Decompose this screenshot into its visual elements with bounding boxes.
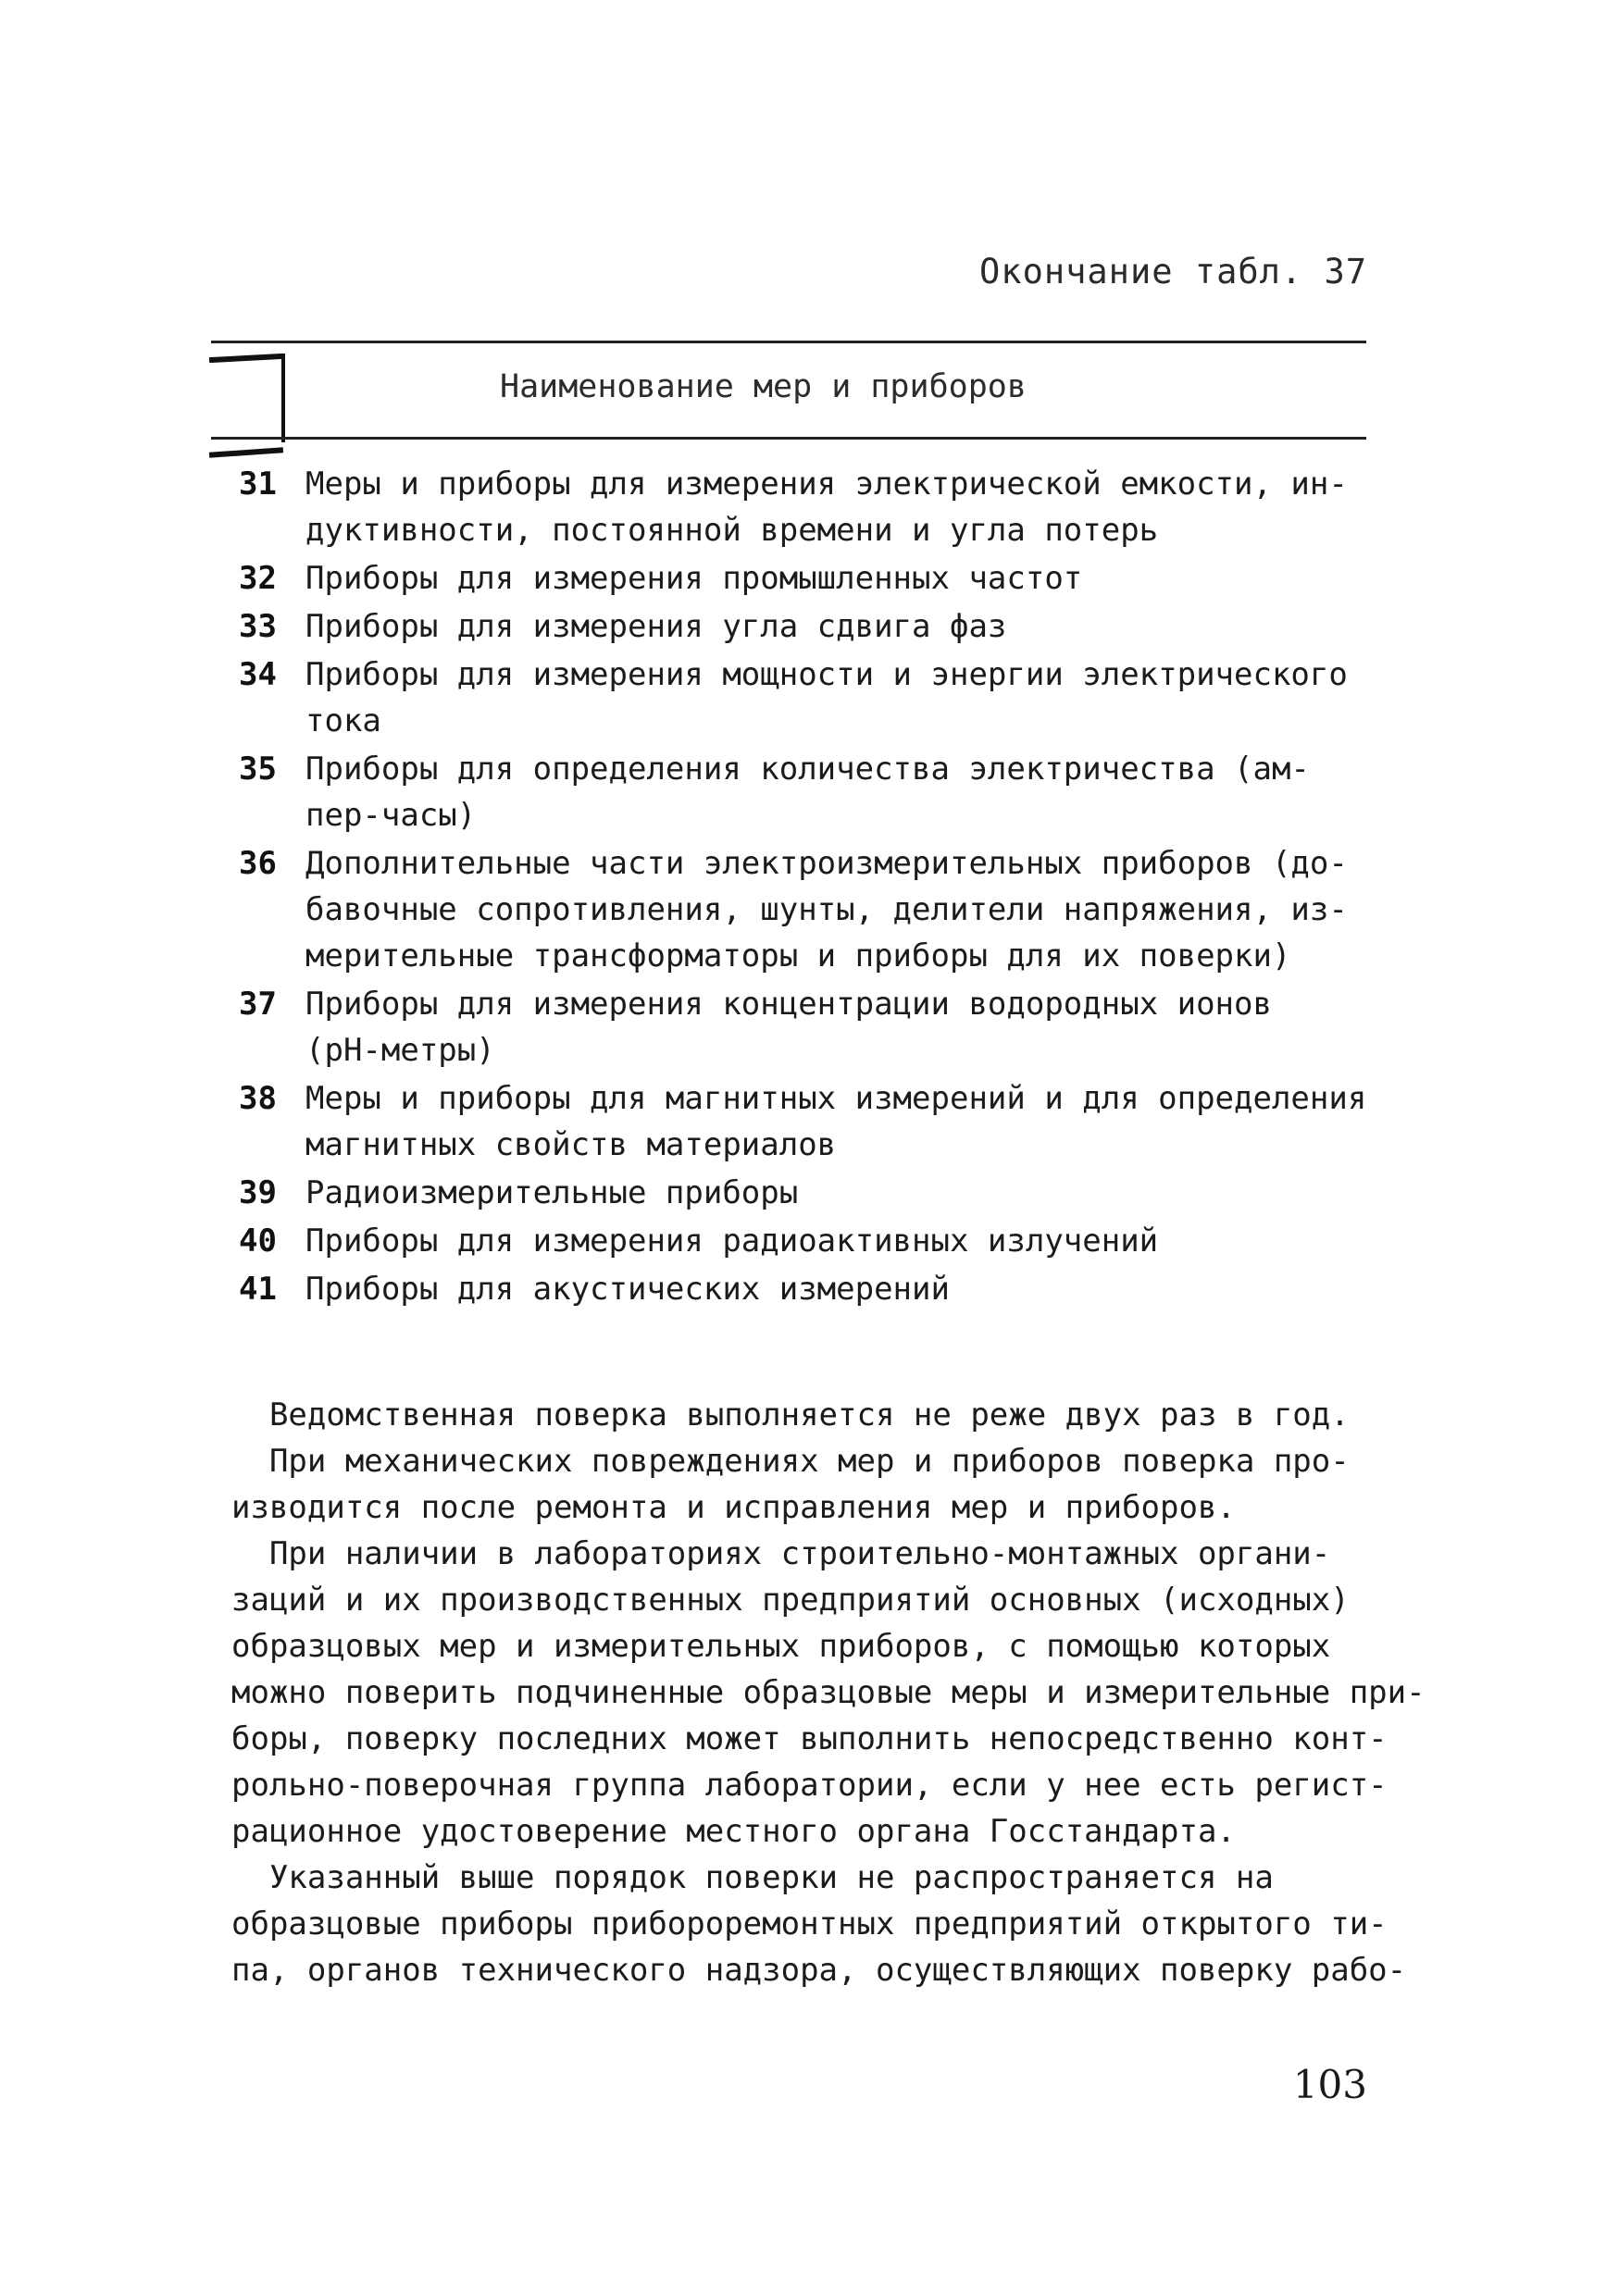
row-text-line: Приборы для измерения мощности и энергии электрического bbox=[305, 656, 1348, 693]
body-line: образцовые приборы прибороремонтных предприятий открытого ти- bbox=[231, 1905, 1388, 1942]
instrument-list bbox=[239, 461, 1377, 1312]
table-header-bottom-rule bbox=[211, 437, 1366, 440]
table-bottom-rule-lead bbox=[209, 447, 283, 458]
body-line: па, органов технического надзора, осуществляющих поверку рабо- bbox=[231, 1952, 1407, 1989]
row-text-line: бавочные сопротивления, шунты, делители напряжения, из- bbox=[305, 891, 1348, 928]
row-text-line: магнитных свойств материалов bbox=[305, 1126, 837, 1163]
table-top-rule-lead bbox=[209, 354, 283, 363]
table-continuation-caption: Окончание табл. 37 bbox=[979, 252, 1367, 292]
row-text-line: Приборы для измерения концентрации водородных ионов bbox=[305, 986, 1272, 1023]
row-text-line: Меры и приборы для измерения электрической емкости, ин- bbox=[305, 465, 1348, 503]
row-number: 40 bbox=[239, 1222, 277, 1260]
table-row bbox=[239, 652, 1377, 744]
row-number: 32 bbox=[239, 560, 277, 597]
row-text-line: Приборы для измерения радиоактивных излучений bbox=[305, 1222, 1159, 1260]
row-text bbox=[305, 1266, 1377, 1312]
page-number: 103 bbox=[1292, 2062, 1367, 2107]
table-row bbox=[239, 1266, 1377, 1312]
body-line: рольно-поверочная группа лаборатории, если у нее есть регист- bbox=[231, 1767, 1388, 1804]
row-text-line: дуктивности, постоянной времени и угла потерь bbox=[305, 512, 1159, 549]
row-text-line: мерительные трансформаторы и приборы для их поверки) bbox=[305, 937, 1291, 974]
row-number: 35 bbox=[239, 751, 277, 788]
row-text-line: Дополнительные части электроизмерительных приборов (до- bbox=[305, 845, 1348, 882]
row-text bbox=[305, 603, 1377, 650]
row-text-line: тока bbox=[305, 702, 381, 739]
body-line: заций и их производственных предприятий основных (исходных) bbox=[231, 1582, 1350, 1619]
row-number: 37 bbox=[239, 986, 277, 1023]
row-text-line: пер-часы) bbox=[305, 797, 477, 834]
row-number: 38 bbox=[239, 1080, 277, 1117]
body-line: рационное удостоверение местного органа Госстандарта. bbox=[231, 1813, 1236, 1850]
row-text bbox=[305, 461, 1377, 553]
body-line: При наличии в лабораториях строительно-монтажных органи- bbox=[231, 1535, 1331, 1572]
body-line: образцовых мер и измерительных приборов, с помощью которых bbox=[231, 1628, 1331, 1665]
row-text-line: (рН-метры) bbox=[305, 1032, 495, 1069]
table-row bbox=[239, 1170, 1377, 1216]
body-line: боры, поверку последних может выполнить непосредственно конт- bbox=[231, 1720, 1388, 1757]
row-text bbox=[305, 1218, 1377, 1264]
row-text-line: Приборы для акустических измерений bbox=[305, 1271, 950, 1308]
table-column-divider bbox=[281, 354, 285, 442]
body-line: Ведомственная поверка выполняется не реже двух раз в год. bbox=[231, 1396, 1350, 1433]
row-number: 39 bbox=[239, 1174, 277, 1211]
row-text bbox=[305, 981, 1377, 1074]
row-text bbox=[305, 1075, 1377, 1168]
row-text-line: Приборы для измерения угла сдвига фаз bbox=[305, 608, 1007, 645]
row-text bbox=[305, 1170, 1377, 1216]
row-text-line: Приборы для измерения промышленных частот bbox=[305, 560, 1083, 597]
body-line: можно поверить подчиненные образцовые меры и измерительные при- bbox=[231, 1674, 1426, 1711]
table-top-rule bbox=[211, 341, 1366, 343]
table-row bbox=[239, 840, 1377, 979]
row-number: 33 bbox=[239, 608, 277, 645]
table-row bbox=[239, 1075, 1377, 1168]
row-number: 34 bbox=[239, 656, 277, 693]
row-text bbox=[305, 746, 1377, 838]
row-text-line: Приборы для определения количества электричества (ам- bbox=[305, 751, 1310, 788]
row-number: 31 bbox=[239, 465, 277, 503]
table-row bbox=[239, 1218, 1377, 1264]
table-row bbox=[239, 461, 1377, 553]
table-row bbox=[239, 981, 1377, 1074]
row-text bbox=[305, 652, 1377, 744]
row-text-line: Радиоизмерительные приборы bbox=[305, 1174, 799, 1211]
body-line: Указанный выше порядок поверки не распространяется на bbox=[231, 1859, 1274, 1896]
row-text-line: Меры и приборы для магнитных измерений и для определения bbox=[305, 1080, 1367, 1117]
body-line: изводится после ремонта и исправления мер и приборов. bbox=[231, 1489, 1236, 1526]
row-number: 36 bbox=[239, 845, 277, 882]
row-text bbox=[305, 555, 1377, 602]
table-column-header: Наименование мер и приборов bbox=[500, 368, 1027, 405]
table-row bbox=[239, 603, 1377, 650]
body-paragraphs bbox=[231, 1392, 1426, 1993]
table-row bbox=[239, 555, 1377, 602]
row-number: 41 bbox=[239, 1271, 277, 1308]
table-row bbox=[239, 746, 1377, 838]
row-text bbox=[305, 840, 1377, 979]
body-line: При механических повреждениях мер и приборов поверка про- bbox=[231, 1443, 1350, 1480]
